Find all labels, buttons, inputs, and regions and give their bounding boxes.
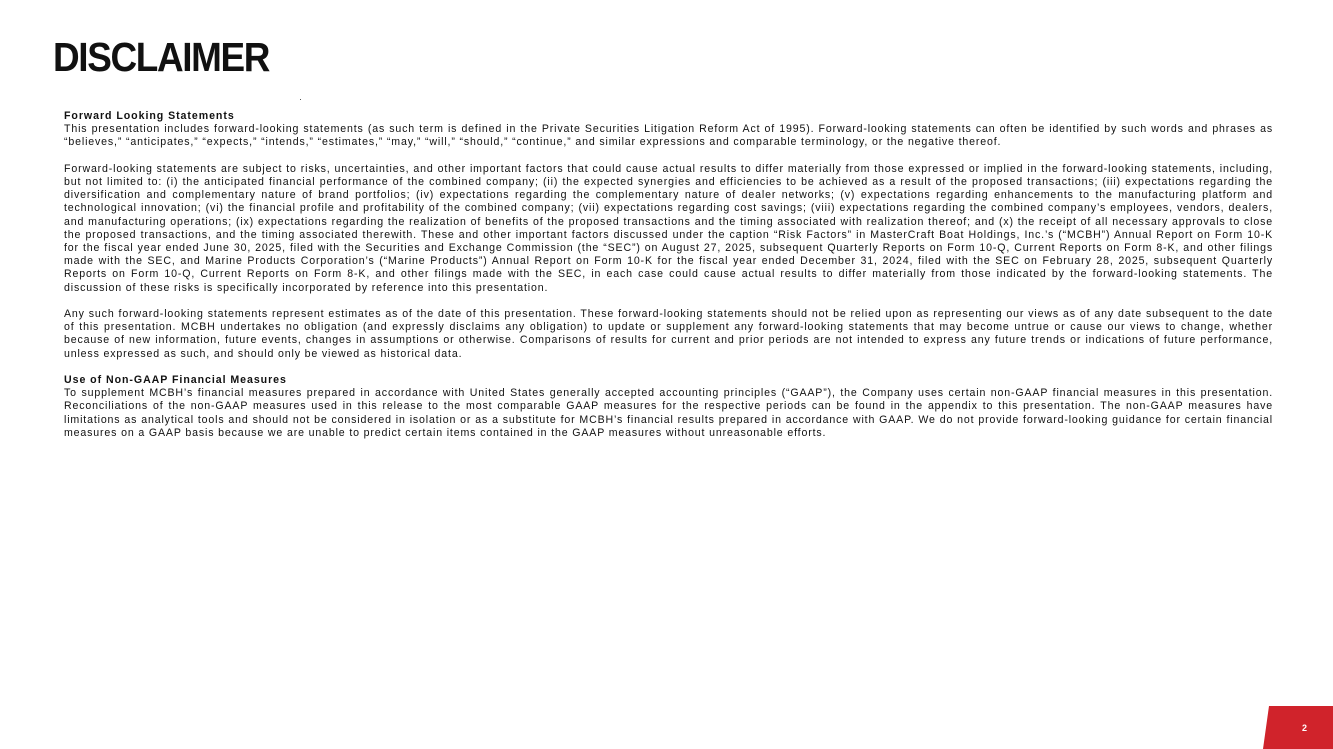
disclaimer-body bbox=[64, 110, 1273, 453]
forward-looking-heading: Forward Looking Statements bbox=[64, 110, 235, 122]
non-gaap-section bbox=[64, 374, 1273, 440]
non-gaap-paragraph: To supplement MCBH’s financial measures prepared in accordance with United States generally accepted accounting principles (“GAAP”), the Company uses certain non-GAAP financial measures in this presentation. Reconciliations of the non-GAAP measures used in this release to the most comparable GAAP measures for the respective periods can be found in the appendix to this presentation. The non-GAAP measures have limitations as analytical tools and should not be considered in isolation or as a substitute for MCBH’s financial results prepared in accordance with GAAP. We do not provide forward-looking guidance for certain financial measures on a GAAP basis because we are unable to predict certain items contained in the GAAP measures without unreasonable efforts. bbox=[64, 387, 1273, 439]
forward-looking-paragraph-3: Any such forward-looking statements represent estimates as of the date of this presentation. These forward-looking statements should not be relied upon as representing our views as of any date subsequent to the date of this presentation. MCBH undertakes no obligation (and expressly disclaims any obligation) to update or supplement any forward-looking statements that may become untrue or cause our views to change, whether because of new information, future events, changes in assumptions or otherwise. Comparisons of results for current and prior periods are not intended to express any future trends or indications of future performance, unless expressed as such, and should only be viewed as historical data. bbox=[64, 308, 1273, 360]
forward-looking-risks-section bbox=[64, 163, 1273, 295]
forward-looking-estimates-section bbox=[64, 308, 1273, 361]
non-gaap-heading: Use of Non-GAAP Financial Measures bbox=[64, 374, 287, 387]
page-number-tab bbox=[1263, 706, 1333, 749]
forward-looking-section bbox=[64, 110, 1273, 150]
forward-looking-paragraph-2: Forward-looking statements are subject to risks, uncertainties, and other important factors that could cause actual results to differ materially from those expressed or implied in the forward-looking statements, including, but not limited to: (i) the anticipated financial performance of the combined company; (ii) the expected synergies and efficiencies to be achieved as a result of the proposed transactions; (iii) expectations regarding the diversification and complementary nature of brand portfolios; (iv) expectations regarding the complementary nature of dealer networks; (v) expectations regarding enhancements to the manufacturing platform and technological innovation; (vi) the financial profile and profitability of the combined company; (vii) expectations regarding cost savings; (viii) expectations regarding the combined company’s employees, vendors, dealers, and manufacturing operations; (ix) expectations regarding the realization of benefits of the proposed transactions and the timing associated with realization thereof; and (x) the receipt of all necessary approvals to close the proposed transactions, and the timing associated therewith. These and other important factors discussed under the caption “Risk Factors” in MasterCraft Boat Holdings, Inc.’s (“MCBH”) Annual Report on Form 10-K for the fiscal year ended June 30, 2025, filed with the Securities and Exchange Commission (the “SEC”) on August 27, 2025, subsequent Quarterly Reports on Form 10-Q, Current Reports on Form 8-K, and other filings made with the SEC, and Marine Products Corporation’s (“Marine Products”) Annual Report on Form 10-K for the fiscal year ended December 31, 2024, filed with the SEC on February 28, 2025, subsequent Quarterly Reports on Form 10-Q, Current Reports on Form 8-K, and other filings made with the SEC, in each case could cause actual results to differ materially from those indicated by the forward-looking statements. The discussion of these risks is specifically incorporated by reference into this presentation. bbox=[64, 162, 1273, 294]
page-number: 2 bbox=[1301, 723, 1307, 733]
page-title: DISCLAIMER bbox=[53, 34, 270, 80]
stray-dot bbox=[300, 99, 301, 100]
forward-looking-paragraph-1: This presentation includes forward-looking statements (as such term is defined in the Private Securities Litigation Reform Act of 1995). Forward-looking statements can often be identified by such words and phrases as “believes,” “anticipates,” “expects,” “intends,” “estimates,” “may,” “will,” “should,” “continue,” and similar expressions and comparable terminology, or the negative thereof. bbox=[64, 123, 1273, 149]
